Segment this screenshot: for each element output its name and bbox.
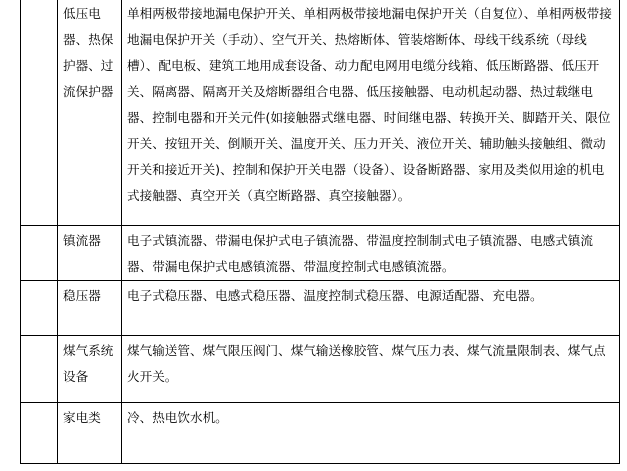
category-cell: 稳压器 bbox=[58, 281, 122, 336]
description-cell: 单相两极带接地漏电保护开关、单相两极带接地漏电保护开关（自复位）、单相两极带接地漏电保护开关（手动）、空气开关、热熔断体、管装熔断体、母线干线系统（母线槽）、配电板、建筑工地用成套设备、动力配电网用电缆分线箱、低压断路器、低压开关、隔离器、隔离开关及熔断器组合电器、低压接触器、电动机起动器、热过载继电器、控制电器和开关元件(如接触器式继电器、时间继电器、转换开关、脚踏开关、限位开关、按钮开关、倒顺开关、温度开关、压力开关、液位开关、辅助触头接触组、微动开关和接近开关)、控制和保护开关电器（设备）、设备断路器、家用及类似用途的机电式接触器、真空开关（真空断路器、真空接触器）。 bbox=[122, 0, 620, 226]
table-row bbox=[21, 336, 620, 403]
category-cell: 家电类 bbox=[58, 403, 122, 464]
category-cell: 煤气系统设备 bbox=[58, 336, 122, 403]
row-gutter-cell bbox=[21, 226, 58, 281]
row-gutter-cell bbox=[21, 336, 58, 403]
table-row bbox=[21, 226, 620, 281]
category-cell: 低压电器、热保护器、过流保护器 bbox=[58, 0, 122, 226]
table-row bbox=[21, 281, 620, 336]
table-row bbox=[21, 0, 620, 226]
description-cell: 电子式镇流器、带漏电保护式电子镇流器、带温度控制制式电子镇流器、电感式镇流器、带漏电保护式电感镇流器、带温度控制式电感镇流器。 bbox=[122, 226, 620, 281]
row-gutter-cell bbox=[21, 403, 58, 464]
product-category-table bbox=[20, 0, 620, 464]
description-cell: 电子式稳压器、电感式稳压器、温度控制式稳压器、电源适配器、充电器。 bbox=[122, 281, 620, 336]
description-cell: 冷、热电饮水机。 bbox=[122, 403, 620, 464]
description-cell: 煤气输送管、煤气限压阀门、煤气输送橡胶管、煤气压力表、煤气流量限制表、煤气点火开关。 bbox=[122, 336, 620, 403]
table-row bbox=[21, 403, 620, 464]
row-gutter-cell bbox=[21, 0, 58, 226]
category-cell: 镇流器 bbox=[58, 226, 122, 281]
row-gutter-cell bbox=[21, 281, 58, 336]
